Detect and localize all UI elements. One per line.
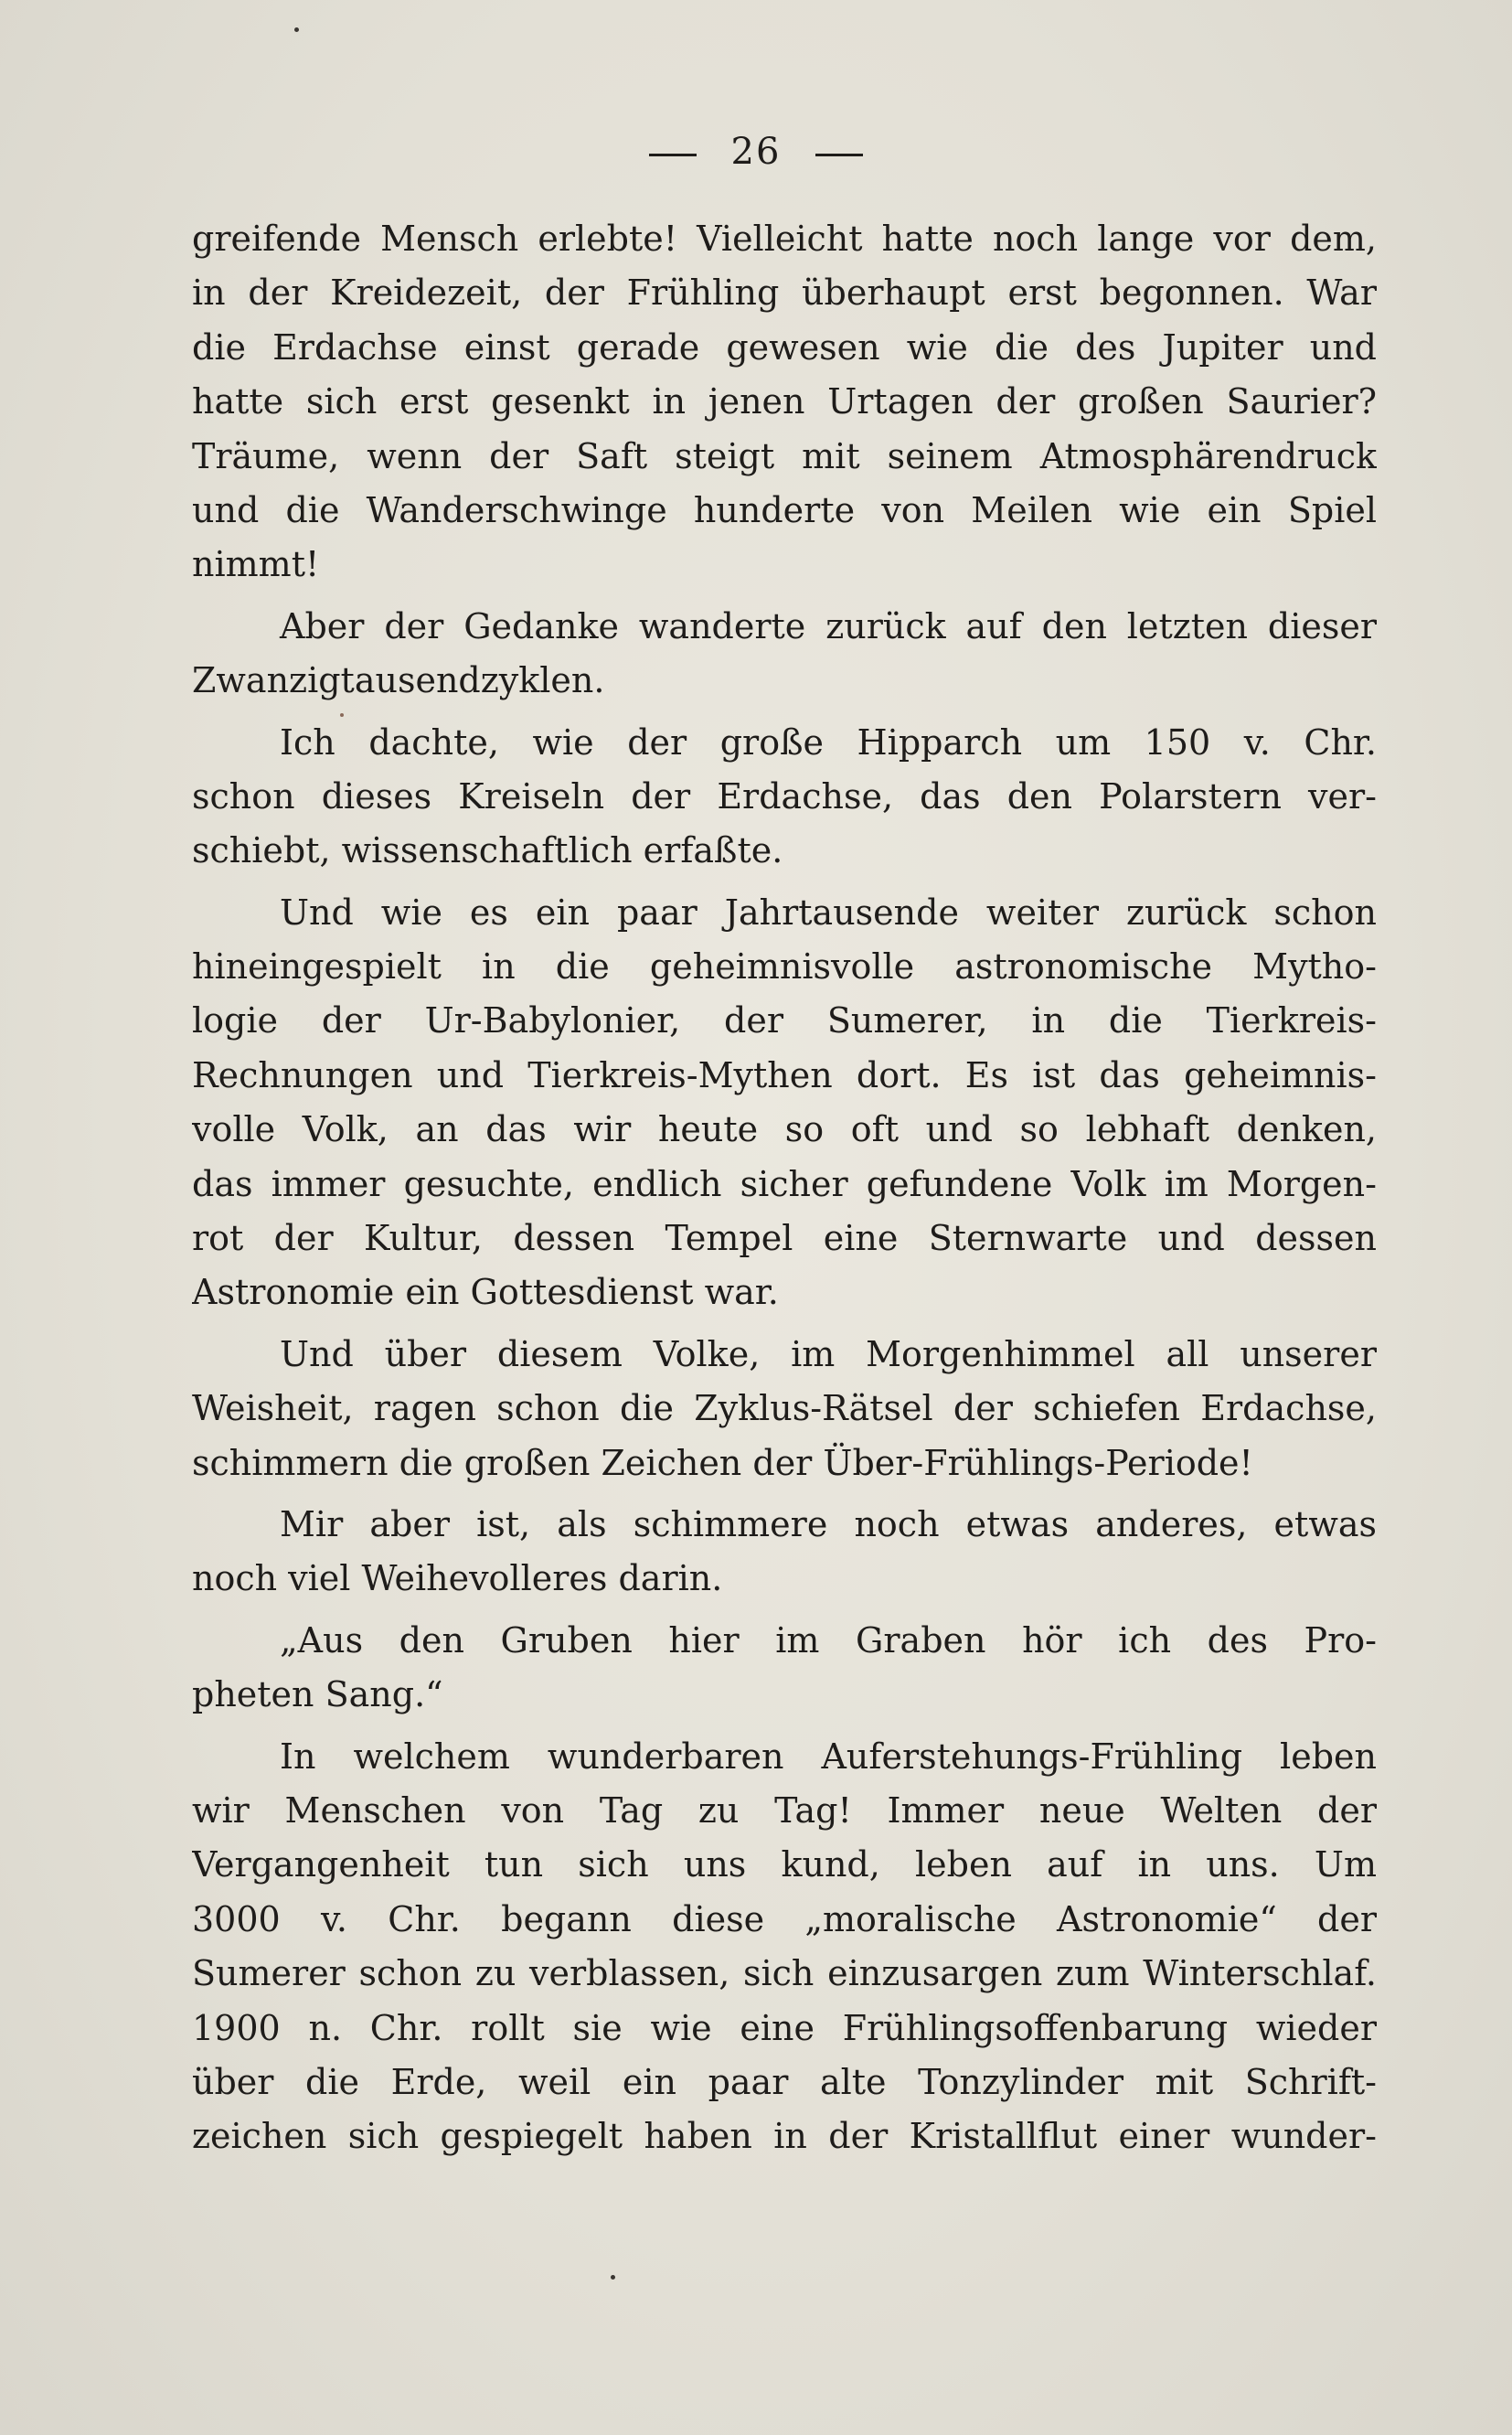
text-line: Mir aber ist, als schimmere noch etwas anderes, etwas [280, 1503, 1377, 1544]
page-header [0, 126, 1512, 177]
text-line: über die Erde, weil ein paar alte Tonzylinder mit Schrift- [192, 2061, 1377, 2102]
text-line: logie der Ur-Babylonier, der Sumerer, in die Tierkreis- [192, 1000, 1377, 1041]
header-dash-right [815, 154, 863, 156]
text-line: greifende Mensch erlebte! Vielleicht hatte noch lange vor dem, [192, 219, 1377, 259]
paper-speck [294, 27, 299, 32]
text-line: Weisheit, ragen schon die Zyklus-Rätsel der schiefen Erdachse, [192, 1388, 1377, 1429]
text-line: Und über diesem Volke, im Morgenhimmel all unserer [280, 1333, 1377, 1374]
text-line: „Aus den Gruben hier im Graben hör ich des Pro- [280, 1619, 1377, 1661]
text-line: Astronomie ein Gottesdienst war. [192, 1272, 779, 1313]
text-line: Träume, wenn der Saft steigt mit seinem Atmosphärendruck [192, 435, 1377, 476]
text-line: volle Volk, an das wir heute so oft und so lebhaft denken, [192, 1109, 1377, 1150]
text-line: die Erdachse einst gerade gewesen wie die des Jupiter und [192, 326, 1377, 368]
text-line: 1900 n. Chr. rollt sie wie eine Frühlingsoffenbarung wieder [192, 2007, 1377, 2048]
text-line: pheten Sang.“ [192, 1674, 443, 1715]
text-line: in der Kreidezeit, der Frühling überhaupt erst begonnen. War [192, 272, 1377, 314]
text-line: Sumerer schon zu verblassen, sich einzusargen zum Winterschlaf. [192, 1953, 1377, 1994]
text-line: noch viel Weihevolleres darin. [192, 1558, 723, 1599]
page-number: 26 [730, 131, 782, 173]
text-line: Ich dachte, wie der große Hipparch um 150 v. Chr. [280, 721, 1377, 763]
text-line: nimmt! [192, 544, 320, 585]
text-line: hatte sich erst gesenkt in jenen Urtagen der großen Saurier? [192, 381, 1377, 422]
text-line: das immer gesuchte, endlich sicher gefundene Volk im Morgen- [192, 1163, 1377, 1204]
paper-speck [611, 2275, 615, 2280]
text-line: schimmern die großen Zeichen der Über-Frühlings-Periode! [192, 1442, 1253, 1483]
text-line: Und wie es ein paar Jahrtausende weiter zurück schon [280, 892, 1377, 933]
text-line: schon dieses Kreiseln der Erdachse, das den Polarstern ver- [192, 775, 1377, 817]
text-line: wir Menschen von Tag zu Tag! Immer neue Welten der [192, 1789, 1377, 1831]
text-line: Vergangenheit tun sich uns kund, leben auf in uns. Um [192, 1844, 1377, 1885]
text-line: Zwanzigtausendzyklen. [192, 660, 605, 701]
text-line: 3000 v. Chr. begann diese „moralische Astronomie“ der [192, 1898, 1377, 1939]
text-line: schiebt, wissenschaftlich erfaßte. [192, 830, 783, 871]
text-line: zeichen sich gespiegelt haben in der Kristallflut einer wunder- [192, 2116, 1377, 2157]
text-line: rot der Kultur, dessen Tempel eine Sternwarte und dessen [192, 1218, 1377, 1259]
text-line: Rechnungen und Tierkreis-Mythen dort. Es ist das geheimnis- [192, 1054, 1377, 1095]
text-line: Aber der Gedanke wanderte zurück auf den letzten dieser [280, 605, 1377, 646]
body-text [192, 212, 1377, 2164]
text-line: hineingespielt in die geheimnisvolle astronomische Mytho- [192, 946, 1377, 988]
header-dash-left [649, 154, 697, 156]
text-line: und die Wanderschwinge hunderte von Meilen wie ein Spiel [192, 489, 1377, 530]
text-line: In welchem wunderbaren Auferstehungs-Frühling leben [280, 1735, 1377, 1777]
